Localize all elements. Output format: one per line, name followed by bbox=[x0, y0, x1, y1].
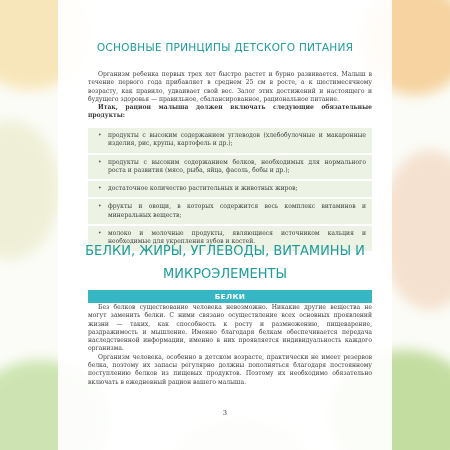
list-item: • молоко и молочные продукты, являющиеся источником кальция и необходимые для укрепления зубов и костей. bbox=[88, 226, 372, 251]
proteins-paragraph: Без белков существование человека невозможно. Никакие другие вещества не могут заменить белки. С ними связано осуществление всех основных проявлений жизни — таких, как способность к росту и размножению, пищеварение, раздражимость и мышление. Именно благодаря белкам обеспечивается передача наследственной информации, именно в них проявляется индивидуальность каждого организма. bbox=[88, 304, 372, 353]
subheading-proteins: БЕЛКИ bbox=[88, 290, 372, 303]
main-heading: ОСНОВНЫЕ ПРИНЦИПЫ ДЕТСКОГО ПИТАНИЯ bbox=[96, 42, 354, 54]
intro-lead: Итак, рацион малыша должен включать следующие обязательные продукты: bbox=[88, 104, 372, 120]
intro-paragraph: Организм ребенка первых трех лет быстро растет и бурно развивается. Малыш в течение первого года прибавляет в среднем 25 см в росте, а к шестимесячному возрасту, как правило, удваивает свой вес. Залог этих достижений и настоящего и будущего здоровья — правильное, сбалансированное, рациональное питание. bbox=[88, 71, 372, 103]
list-item: • достаточное количество растительных и животных жиров; bbox=[88, 181, 372, 197]
required-products-list bbox=[88, 128, 372, 253]
page-number: 3 bbox=[222, 409, 228, 417]
proteins-paragraph: Организм человека, особенно в детском возрасте, практически не имеет резервов белка, поэтому их запасы регулярно должны пополняться благодаря постоянному поступлению белков из пищевых продуктов. Поэтому их необходимо обязательно включать в ежедневный рацион вашего малыша. bbox=[88, 353, 372, 386]
bullet-icon: • bbox=[98, 132, 102, 139]
intro-text bbox=[88, 71, 372, 121]
bullet-icon: • bbox=[98, 185, 102, 193]
section-heading: БЕЛКИ, ЖИРЫ, УГЛЕВОДЫ, ВИТАМИНЫ И МИКРОЭЛЕМЕНТЫ bbox=[85, 244, 365, 282]
bullet-icon: • bbox=[98, 203, 102, 211]
proteins-text bbox=[88, 304, 372, 387]
list-item: • продукты с высоким содержанием белков, необходимых для нормального роста и развития (мясо, рыба, яйца, фасоль, бобы и др.); bbox=[88, 155, 372, 180]
background-photo bbox=[0, 120, 60, 260]
list-item: • продукты с высоким содержанием углеводов (хлебобулочные и макаронные изделия, рис, крупы, картофель и др.); bbox=[88, 128, 372, 153]
list-item: • фрукты и овощи, в которых содержится весь комплекс витаминов и минеральных веществ; bbox=[88, 199, 372, 224]
bullet-icon: • bbox=[98, 158, 102, 166]
bullet-icon: • bbox=[98, 230, 102, 238]
